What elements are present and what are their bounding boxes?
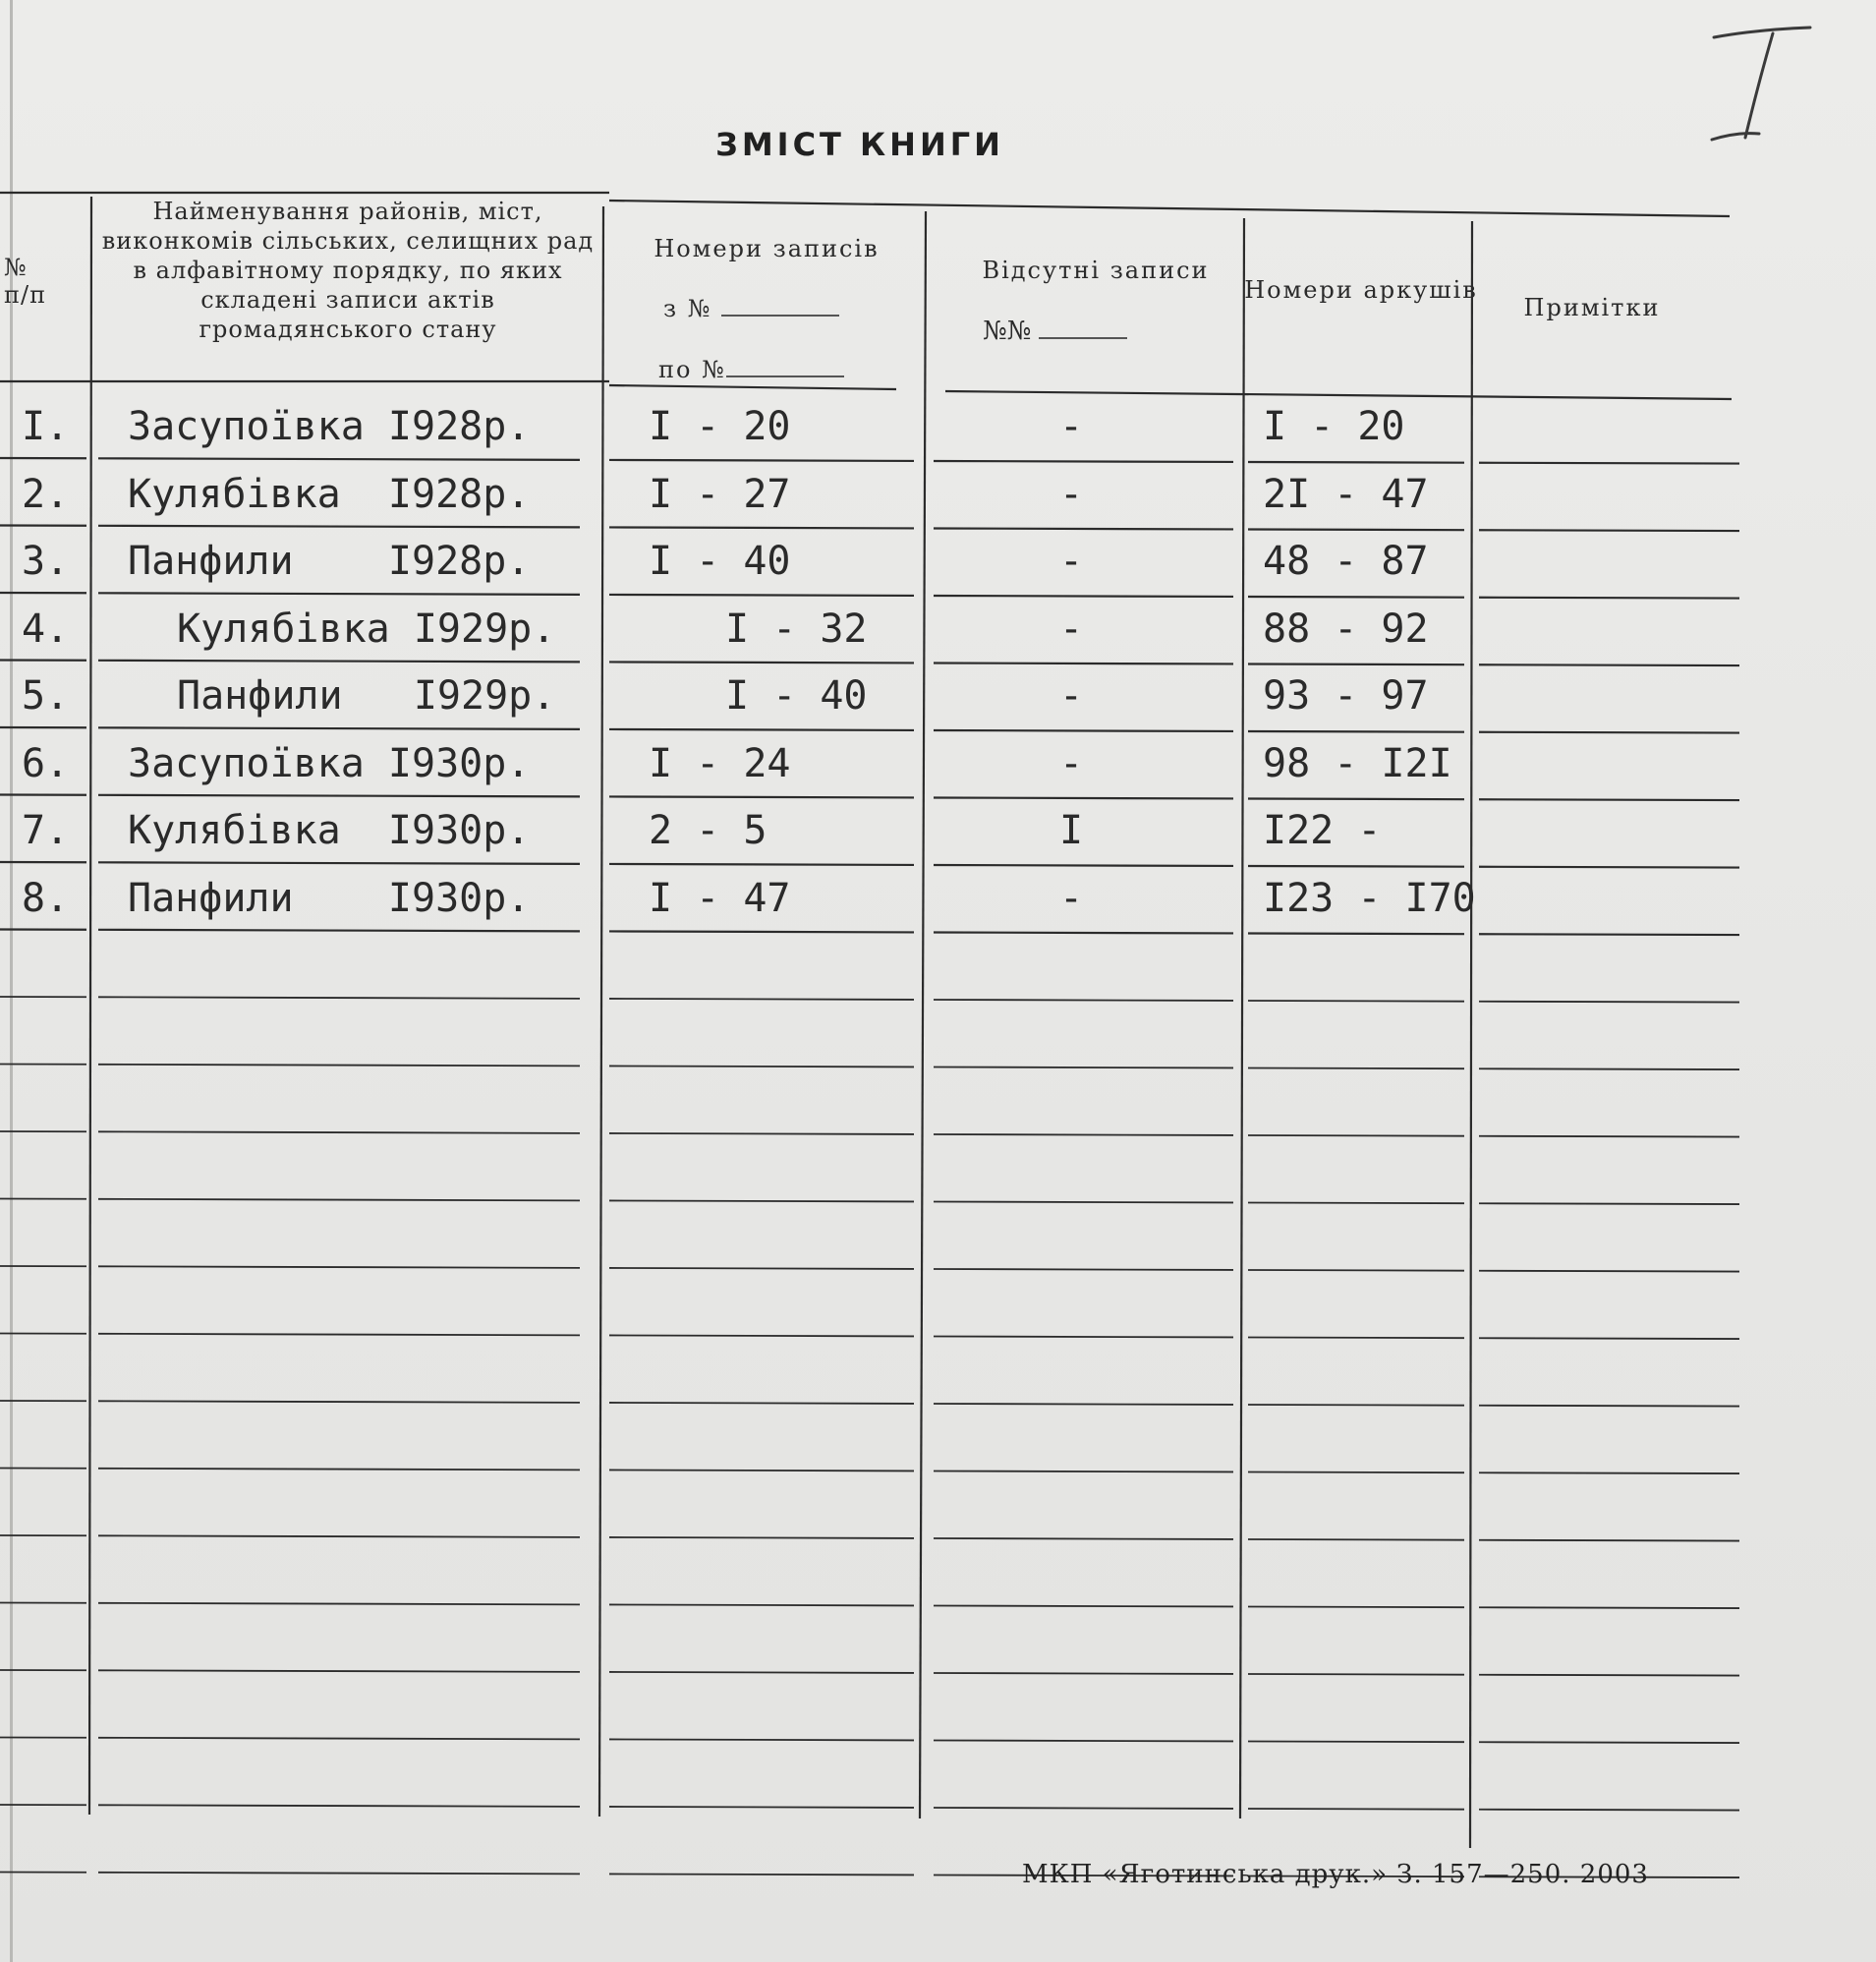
row-number: 3. (22, 539, 70, 584)
row-number: 6. (22, 740, 70, 786)
row-missing: - (1059, 471, 1084, 517)
row-number: 8. (22, 875, 70, 921)
row-name: Панфили I930р. (128, 875, 531, 921)
header-notes: Примітки (1523, 294, 1661, 321)
row-missing: - (1059, 875, 1084, 921)
row-number: 5. (22, 673, 70, 719)
header-records-to-label: по № (658, 356, 726, 383)
row-missing: - (1059, 740, 1084, 786)
row-records: I - 24 (649, 740, 791, 786)
header-missing-numbers-label: №№ (983, 317, 1032, 346)
row-sheets: 2I - 47 (1263, 471, 1429, 517)
printer-imprint: МКП «Яготинська друк.» З. 157—250. 2003 (1022, 1860, 1649, 1889)
header-missing: Відсутні записи (982, 257, 1210, 284)
row-name: Кулябівка I930р. (128, 808, 531, 853)
row-records: I - 47 (649, 875, 791, 921)
row-name: Панфили I929р. (177, 673, 556, 719)
header-number-sign: № (4, 254, 28, 281)
row-records: I - 32 (725, 606, 868, 652)
row-name: Засупоївка I928р. (128, 404, 531, 449)
row-sheets: I - 20 (1263, 404, 1405, 449)
page-title: ЗМІСТ КНИГИ (715, 126, 1004, 163)
row-name: Кулябівка I928р. (128, 471, 531, 517)
row-records: I - 40 (649, 539, 791, 584)
row-missing: - (1059, 539, 1084, 584)
row-name: Засупоївка I930р. (128, 740, 531, 786)
row-sheets: I22 - (1263, 808, 1382, 853)
header-records: Номери записів (654, 235, 880, 262)
header-name: Найменування районів, міст, виконкомів сільських, селищних рад в алфавітному порядку, по яких складені записи актів громадянського стану (101, 198, 595, 343)
row-records: I - 27 (649, 471, 791, 517)
row-records: I - 20 (649, 404, 791, 449)
row-records: 2 - 5 (649, 808, 767, 853)
row-name: Кулябівка I929р. (177, 606, 556, 652)
row-records: I - 40 (725, 673, 868, 719)
svg-text:I: I (1698, 22, 1699, 23)
header-records-from-label: з № (663, 295, 712, 322)
header-number-abbr: п/п (4, 281, 47, 309)
row-sheets: 93 - 97 (1263, 673, 1429, 719)
row-missing: - (1059, 404, 1084, 449)
header-sheets: Номери аркушів (1244, 276, 1478, 304)
row-sheets: I23 - I70 (1263, 875, 1476, 921)
row-sheets: 48 - 87 (1263, 539, 1429, 584)
row-number: 2. (22, 471, 70, 517)
row-missing: I (1059, 808, 1084, 853)
row-missing: - (1059, 673, 1084, 719)
row-name: Панфили I928р. (128, 539, 531, 584)
row-missing: - (1059, 606, 1084, 652)
row-sheets: 98 - I2I (1263, 740, 1452, 786)
row-number: 4. (22, 606, 70, 652)
row-sheets: 88 - 92 (1263, 606, 1429, 652)
row-number: I. (22, 404, 70, 449)
row-number: 7. (22, 808, 70, 853)
